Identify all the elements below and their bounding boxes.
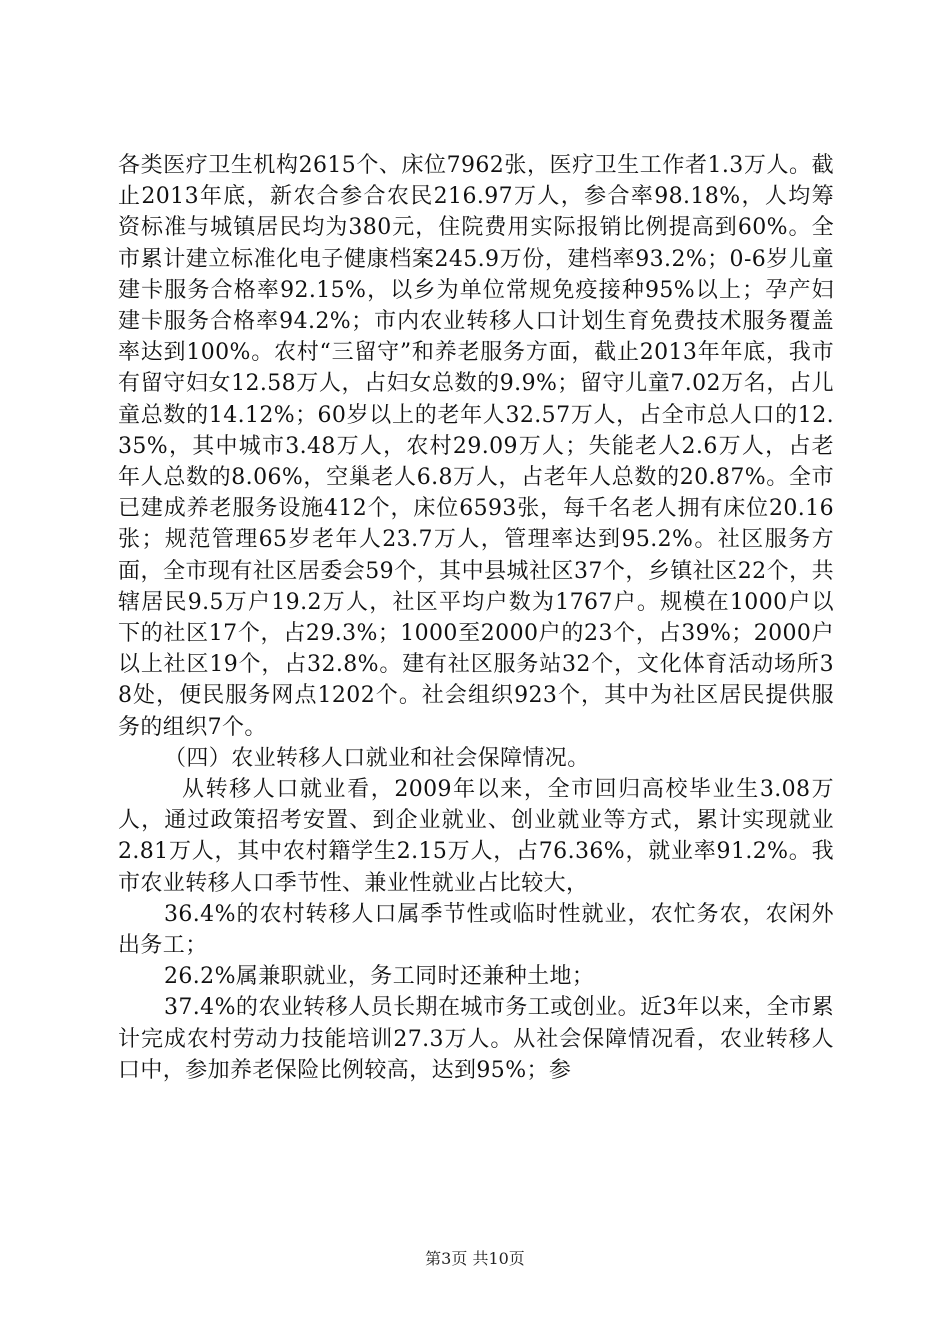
page-number-footer: 第3页 共10页: [425, 1249, 525, 1268]
paragraph-seasonal-employment: 36.4%的农村转移人口属季节性或临时性就业，农忙务农，农闲外出务工；: [118, 901, 834, 959]
paragraph-part-time-employment: 26.2%属兼职就业，务工同时还兼种土地；: [164, 964, 595, 990]
section-heading-employment-social-security: （四）农业转移人口就业和社会保障情况。: [164, 745, 590, 771]
document-body: [118, 150, 834, 1086]
paragraph-employment-overview: 从转移人口就业看，2009年以来，全市回归高校毕业生3.08万人，通过政策招考安置、到企业就业、创业就业等方式，累计实现就业2.81万人，其中农村籍学生2.15万人，占76.36%，就业率91.2%。我市农业转移人口季节性、兼业性就业占比较大，: [118, 777, 834, 896]
paragraph-long-term-employment: 37.4%的农业转移人员长期在城市务工或创业。近3年以来，全市累计完成农村劳动力技能培训27.3万人。从社会保障情况看，农业转移人口中，参加养老保险比例较高，达到95%；参: [118, 995, 834, 1083]
paragraph-healthcare-services: 各类医疗卫生机构2615个、床位7962张，医疗卫生工作者1.3万人。截止2013年底，新农合参合农民216.97万人，参合率98.18%，人均筹资标准与城镇居民均为380元，住院费用实际报销比例提高到60%。全市累计建立标准化电子健康档案245.9万份，建档率93.2%；0-6岁儿童建卡服务合格率92.15%，以乡为单位常规免疫接种95%以上；孕产妇建卡服务合格率94.2%；市内农业转移人口计划生育免费技术服务覆盖率达到100%。农村“三留守”和养老服务方面，截止2013年年底，我市有留守妇女12.58万人，占妇女总数的9.9%；留守儿童7.02万名，占儿童总数的14.12%；60岁以上的老年人32.57万人，占全市总人口的12.35%，其中城市3.48万人，农村29.09万人；失能老人2.6万人，占老年人总数的8.06%，空巢老人6.8万人，占老年人总数的20.87%。全市已建成养老服务设施412个，床位6593张，每千名老人拥有床位20.16张；规范管理65岁老年人23.7万人，管理率达到95.2%。社区服务方面，全市现有社区居委会59个，其中县城社区37个，乡镇社区22个，共辖居民9.5万户19.2万人，社区平均户数为1767户。规模在1000户以下的社区17个，占29.3%；1000至2000户的23个，占39%；2000户以上社区19个，占32.8%。建有社区服务站32个，文化体育活动场所38处，便民服务网点1202个。社会组织923个，其中为社区居民提供服务的组织7个。: [118, 153, 834, 740]
